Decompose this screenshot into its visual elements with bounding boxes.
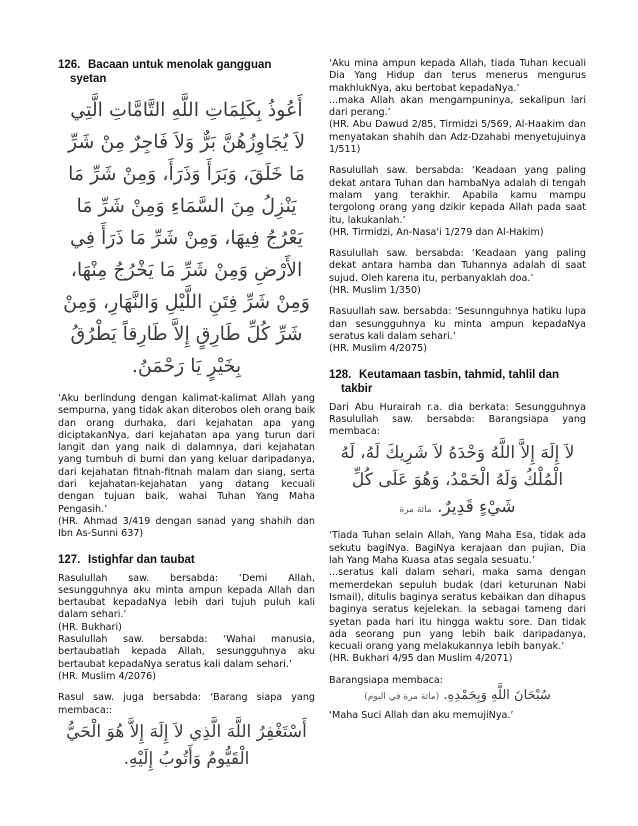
- section-title: Keutamaan tasbin, tahmid, tahlil dan: [359, 368, 560, 381]
- translation-paragraph: ‘Maha Suci Allah dan aku memujiNya.’: [329, 709, 514, 721]
- hadith-paragraph: Rasulullah saw. bersabda: ‘Keadaan yang paling dekat antara Tuhan dan hambaNya adalah di tengah malam yang terakhir. Apabila kamu mampu tergolong orang yang dzikir kepada Allah pada saat itu, lakukanlah.’: [329, 165, 586, 226]
- arabic-tahlil-words: لاَ إِلَهَ إِلاَّ اللَّهُ وَحْدَهُ لاَ شَرِيكَ لَهُ، لَهُ الْمُلْكُ وَلَهُ الْحَمْدُ، وَهُوَ عَلَى كُلِّ شَيْءٍ قَدِيرٌ.: [340, 443, 575, 518]
- section-128-heading: [329, 368, 586, 396]
- section-number: 126.: [58, 59, 81, 71]
- section-title: Bacaan untuk menolak gangguan: [88, 59, 272, 71]
- hadith-source: (HR. Muslim 1/350): [329, 285, 421, 297]
- arabic-tasbih-words: سُبْحَانَ اللَّهِ وَبِحَمْدِهِ.: [443, 687, 551, 703]
- hadith-paragraph: Rasulullah saw. bersabda: ‘Demi Allah, sesungguhnya aku minta ampun kepada Allah dan bertaubat kepadaNya lebih dari tujuh puluh kali dalam sehari.’: [58, 572, 315, 621]
- right-column: [329, 58, 586, 722]
- hadith-paragraph: ...seratus kali dalam sehari, maka sama dengan memerdekan sepuluh budak (dari keturunan Nabi Ismail), ditulis baginya seratus kebaikan dan dihapus baginya seratus kejelekan. Ia sebagai tameng dari syetan pada hari itu hingga waktu sore. Dan tidak ada seorang pun yang lebih baik daripadanya, kecuali orang yang melakukannya lebih banyak.’: [329, 567, 586, 653]
- section-126-heading: [58, 58, 315, 86]
- left-column: [58, 58, 315, 775]
- section-title: Istighfar dan taubat: [88, 553, 195, 566]
- hadith-paragraph: Rasuullah saw. bersabda: ‘Sesunnguhnya hatiku lupa dan sesungguhnya ku minta ampun kepadaNya seratus kali dalam sehari.’: [329, 306, 586, 342]
- arabic-repetition-note: مائة مرة: [399, 505, 432, 516]
- hadith-source: (HR. Muslim 4/2075): [329, 343, 427, 355]
- hadith-paragraph: Dari Abu Hurairah r.a. dia berkata: Sesungguhnya Rasulullah saw. bersabda: Barangsiapa yang membaca:: [329, 401, 586, 438]
- arabic-prayer-text: أَعُوذُ بِكَلِمَاتِ اللَّهِ التَّامَّاتِ الَّتِي لاَ يُجَاوِزُهُنَّ بَرٌّ وَلاَ فَاجِرٌ مِنْ شَرِّ مَا خَلَقَ، وَبَرَأَ وَذَرَأَ، وَمِنْ شَرِّ مَا يَنْزِلُ مِنَ السَّمَاءِ وَمِنْ شَرِّ مَا يَعْرُجُ فِيهَا، وَمِنْ شَرِّ مَا ذَرَأَ فِي الأَرْضِ وَمِنْ شَرِّ مَا يَخْرُجُ مِنْهَا، وَمِنْ شَرِّ فِتَنِ اللَّيْلِ وَالنَّهَارِ، وَمِنْ شَرِّ كُلِّ طَارِقٍ إِلاَّ طَارِقاً يَطْرُقُ بِخَيْرٍ يَا رَحْمَنُ.: [63, 99, 310, 377]
- section-number: 128.: [329, 368, 352, 381]
- translation-paragraph: ‘Aku mina ampun kepada Allah, tiada Tuhan kecuali Dia Yang Hidup dan terus menerus mengurus makhlukNya, aku bertobat kepadaNya.’: [329, 58, 586, 94]
- hadith-source: (HR. Bukhari): [58, 621, 122, 633]
- hadith-source: (HR. Abu Dawud 2/85, Tirmidzi 5/569, Al-Haakim dan menyatakan shahih dan Adz-Dzahabi menyetujuinya 1/511): [329, 119, 586, 156]
- arabic-istighfar-text: أَسْتَغْفِرُ اللَّهَ الَّذِي لاَ إِلَهَ إِلاَّ هُوَ الْحَيُّ الْقَيُّومُ وَأَتُوبُ إِلَيْهِ.: [66, 721, 307, 769]
- section-title-continued: takbir: [341, 382, 373, 395]
- hadith-paragraph: Rasulullah saw. bersabda: ‘Wahai manusia, bertaubatlah kepada Allah, sesungguhnya aku bertaubat kepadaNya seratus kali dalam sehari.’: [58, 634, 315, 670]
- hadith-source: (HR. Ahmad 3/419 dengan sanad yang shahih dan Ibn As-Sunni 637): [58, 515, 315, 540]
- hadith-source: (HR. Muslim 4/2076): [58, 670, 156, 682]
- hadith-source: (HR. Tirmidzi, An-Nasa'i 1/279 dan Al-Hakim): [329, 226, 544, 238]
- arabic-tahlil-text: [329, 438, 586, 526]
- translation-paragraph: ‘Tiada Tuhan selain Allah, Yang Maha Esa, tidak ada sekutu bagiNya. BagiNya kerajaan dan pujian, Dia lah Yang Maha Kuasa atas segala sesuatu.’: [329, 530, 586, 567]
- section-127-heading: [58, 553, 315, 567]
- arabic-tasbih-text: [329, 687, 586, 706]
- hadith-paragraph: Rasulullah saw. bersabda: ‘Keadaan yang paling dekat antara hamba dan Tuhannya adalah di saat sujud. Oleh karena itu, perbanyaklah doa.’: [329, 248, 586, 284]
- hadith-paragraph: ...maka Allah akan mengampuninya, sekalipun lari dari perang.’: [329, 94, 586, 119]
- hadith-paragraph: Barangsiapa membaca:: [329, 674, 443, 686]
- translation-paragraph: ‘Aku berlindung dengan kalimat-kalimat Allah yang sempurna, yang tidak akan diterobos oleh orang baik dan orang durhaka, dari kejahatan apa yang diciptakanNya, dari kejahatan apa yang turun dari langit dan yang naik di dalamnya, dari kejahatan yang tumbuh di bumi dan yang keluar daripadanya, dari kejahatan fitnah-fitnah malam dan siang, serta dari kejahatan-kejahatan yang datang kecuali dengan tujuan baik, wahai Tuhan Yang Maha Pengasih.’: [58, 393, 316, 515]
- arabic-repetition-note: (مائة مرة في اليوم): [364, 691, 440, 702]
- hadith-paragraph: Rasul saw. juga bersabda: ‘Barang siapa yang membaca::: [58, 692, 315, 716]
- section-title-continued: syetan: [70, 73, 107, 85]
- hadith-source: (HR. Bukhari 4/95 dan Muslim 4/2071): [329, 653, 513, 665]
- section-number: 127.: [58, 553, 81, 566]
